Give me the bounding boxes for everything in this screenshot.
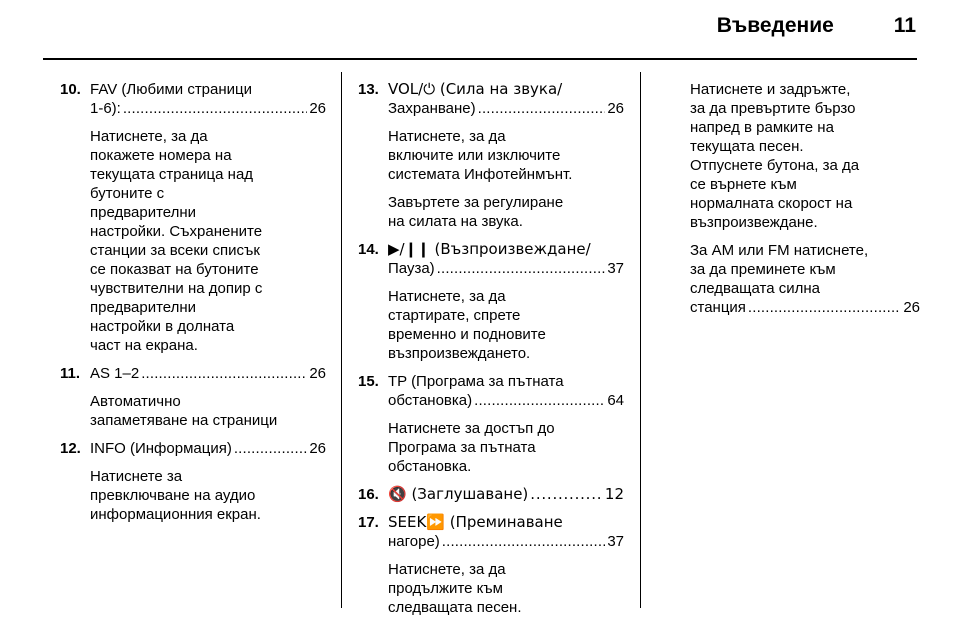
item-number: 10. (60, 81, 81, 98)
dot-leader (474, 391, 605, 410)
page-number: 11 (893, 14, 916, 37)
entry-title-cont: нагоре) (388, 533, 440, 550)
seek-hold-paragraph: Натиснете и задръжте, за да превъртите бързо напред в рамките на текущата песен. Отпуснете бутона, за да се върнете към нормалната скорост на възпроизвеждане. (690, 81, 860, 231)
dot-leader (234, 439, 307, 458)
entry-description: Автоматично запаметяване на страници (90, 393, 278, 429)
list-item-10 (60, 80, 326, 355)
entry-title: ▶/❙❙ (Възпроизвеждане/ (388, 240, 591, 258)
entry-description: Натиснете за достъп до Програма за пътната обстановка. (388, 420, 555, 475)
page-ref[interactable]: 26 (903, 299, 920, 316)
page-title: Въведение (716, 14, 834, 37)
item-number: 17. (358, 514, 379, 531)
entry-title-cont: 1-6): (90, 100, 121, 117)
am-fm-paragraph: За AM или FM натиснете, за да преминете към следващата силна (690, 242, 869, 297)
entry-title-cont: Пауза) (388, 260, 435, 277)
entry-title: AS 1–2 (90, 365, 140, 382)
item-number: 14. (358, 241, 379, 258)
list-item-14 (358, 240, 624, 363)
entry-title-cont: Захранване) (388, 100, 476, 117)
entry-title: FAV (Любими страници (90, 81, 253, 98)
list-item-16 (358, 485, 624, 504)
dot-leader (437, 259, 606, 278)
entry-description: Натиснете, за да покажете номера на текущата страница над бутоните с предварителни настройки. Съхранените станции за всеки списък се показват на бутоните чувствителни на допир с предварителни настройки в долната част на екрана. (90, 128, 263, 354)
entry-title: VOL/⏻ (Сила на звука/ (388, 80, 563, 98)
dot-leader (748, 298, 901, 317)
page-ref[interactable]: 64 (607, 392, 624, 409)
page-ref[interactable]: 26 (309, 100, 326, 117)
entry-description: Натиснете, за да включите или изключите системата Инфотейнмънт. (388, 128, 573, 183)
entry-description: Натиснете, за да стартирате, спрете временно и подновите възпроизвеждането. (388, 288, 546, 362)
dot-leader (442, 532, 606, 551)
column-2 (358, 80, 624, 617)
entry-title: 🔇 (Заглушаване) (388, 485, 529, 503)
column-divider-right (640, 72, 641, 608)
item-number: 15. (358, 373, 379, 390)
page-ref[interactable]: 26 (309, 365, 326, 382)
list-item-17 (358, 513, 624, 617)
page-ref[interactable]: 37 (607, 533, 624, 550)
page-ref[interactable]: 26 (309, 440, 326, 457)
entry-description-2: Завъртете за регулиране на силата на звука. (388, 194, 564, 230)
dot-leader (123, 99, 307, 118)
column-3 (690, 80, 920, 317)
column-1 (60, 80, 326, 524)
entry-description: Натиснете за превключване на аудио информационния екран. (90, 468, 261, 523)
item-number: 11. (60, 365, 81, 382)
list-item-15 (358, 372, 624, 476)
page-ref[interactable]: 26 (607, 100, 624, 117)
entry-title-cont: обстановка) (388, 392, 473, 409)
page-ref[interactable]: 37 (607, 260, 624, 277)
item-number: 12. (60, 440, 81, 457)
entry-title: SEEK⏩ (Преминаване (388, 513, 563, 531)
dot-leader (530, 485, 603, 504)
entry-title: INFO (Информация) (90, 440, 232, 457)
entry-title: TP (Програма за пътната (388, 373, 564, 390)
page-ref[interactable]: 12 (604, 485, 624, 503)
header-divider (43, 58, 917, 60)
dot-leader (478, 99, 606, 118)
am-fm-paragraph-end: станция (690, 299, 746, 316)
list-item-11 (60, 364, 326, 430)
entry-description: Натиснете, за да продължите към следващата песен. (388, 561, 522, 616)
page-header (717, 14, 916, 50)
column-divider-left (341, 72, 342, 608)
item-number: 13. (358, 81, 379, 98)
item-number: 16. (358, 486, 379, 503)
list-item-13 (358, 80, 624, 231)
dot-leader (141, 364, 307, 383)
list-item-12 (60, 439, 326, 524)
